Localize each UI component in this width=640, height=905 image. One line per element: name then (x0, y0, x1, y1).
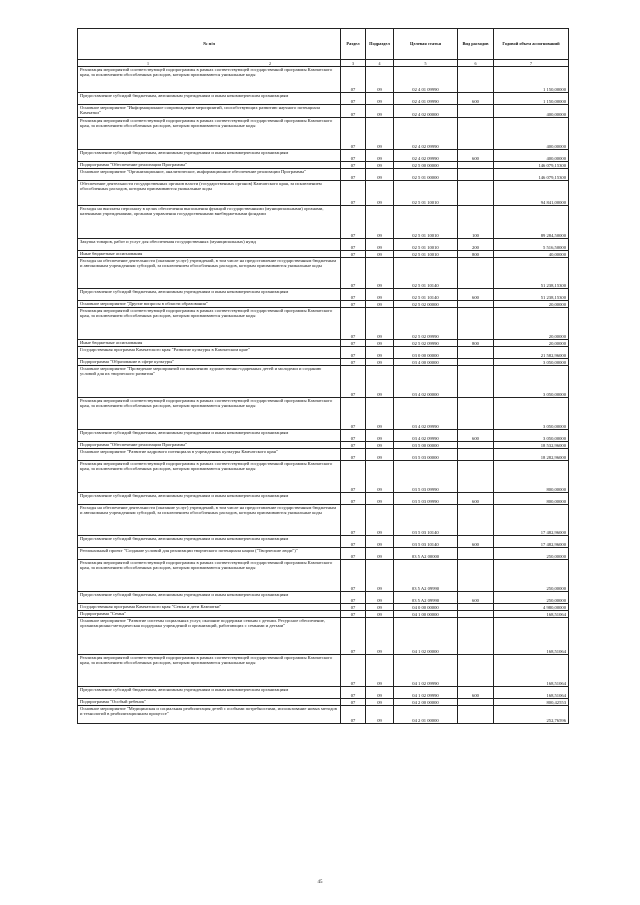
row-amount: 168,51064 (494, 618, 569, 655)
row-type (458, 706, 494, 724)
budget-page (77, 28, 568, 724)
table-row (78, 251, 569, 258)
row-target: 03 5 03 00000 (394, 449, 458, 461)
row-amount: 168,51064 (494, 687, 569, 699)
row-section: 07 (341, 206, 366, 239)
table-row (78, 105, 569, 118)
row-target: 03 4 02 09990 (394, 398, 458, 430)
row-name: Реализация мероприятий соответствующей подпрограммы в рамках соответствующей государственной программы Камчатского края, за исключением обособленных расходов, которым присваиваются уникальные коды (78, 398, 341, 430)
row-subsection: 09 (366, 505, 394, 536)
table-row (78, 687, 569, 699)
row-target: 04 1 00 00000 (394, 611, 458, 618)
row-name: Основное мероприятие "Проведение мероприятий по выявлению художественно-одаренных детей и молодежи и созданию условий для их творческого развития" (78, 366, 341, 398)
table-row (78, 706, 569, 724)
row-name: Подпрограмма "Образование в сфере культуры" (78, 359, 341, 366)
row-type (458, 347, 494, 359)
row-type (458, 699, 494, 706)
row-amount: 20,00000 (494, 301, 569, 308)
table-row (78, 169, 569, 181)
row-section: 07 (341, 655, 366, 687)
row-amount: 51 238,15300 (494, 289, 569, 301)
row-subsection: 09 (366, 258, 394, 289)
row-name: Предоставление субсидий бюджетным, автономным учреждениям и иным некоммерческим организациям (78, 430, 341, 442)
row-amount: 18 532,96000 (494, 442, 569, 449)
row-type (458, 105, 494, 118)
col-header-target: Целевая статья (394, 29, 458, 60)
row-subsection: 09 (366, 461, 394, 493)
table-row (78, 505, 569, 536)
row-amount: 250,00000 (494, 560, 569, 592)
row-type: 600 (458, 536, 494, 548)
row-name: Предоставление субсидий бюджетным, автономным учреждениям и иным некоммерческим организациям (78, 687, 341, 699)
row-amount: 51 238,15300 (494, 258, 569, 289)
row-type (458, 560, 494, 592)
row-target: 04 1 02 09990 (394, 655, 458, 687)
row-type (458, 505, 494, 536)
row-subsection: 09 (366, 449, 394, 461)
row-subsection: 09 (366, 301, 394, 308)
row-section: 07 (341, 340, 366, 347)
column-number-6: 6 (458, 60, 494, 67)
table-row (78, 604, 569, 611)
row-section: 07 (341, 592, 366, 604)
row-type: 600 (458, 687, 494, 699)
table-row (78, 398, 569, 430)
budget-table (77, 28, 569, 724)
table-row (78, 258, 569, 289)
table-row (78, 93, 569, 105)
table-row (78, 560, 569, 592)
table-row (78, 536, 569, 548)
row-type: 600 (458, 430, 494, 442)
row-type: 600 (458, 93, 494, 105)
row-subsection: 09 (366, 611, 394, 618)
row-amount: 400,00000 (494, 105, 569, 118)
row-type: 100 (458, 206, 494, 239)
table-row (78, 181, 569, 206)
header-row (78, 29, 569, 60)
row-section: 07 (341, 706, 366, 724)
row-amount: 250,00000 (494, 592, 569, 604)
row-section: 07 (341, 67, 366, 93)
table-row (78, 67, 569, 93)
row-subsection: 09 (366, 398, 394, 430)
row-amount: 1 150,00000 (494, 93, 569, 105)
row-amount: 3 050,00000 (494, 430, 569, 442)
row-name: Предоставление субсидий бюджетным, автономным учреждениям и иным некоммерческим организациям (78, 536, 341, 548)
table-row (78, 449, 569, 461)
row-subsection: 09 (366, 592, 394, 604)
table-body (78, 67, 569, 724)
row-section: 07 (341, 162, 366, 169)
row-name: Предоставление субсидий бюджетным, автономным учреждениям и иным некоммерческим организациям (78, 150, 341, 162)
row-type (458, 449, 494, 461)
table-row (78, 366, 569, 398)
table-row (78, 206, 569, 239)
row-name: Подпрограмма "Обеспечение реализации Программы" (78, 162, 341, 169)
row-name: Основное мероприятие "Развитие кадрового потенциала в учреждениях культуры Камчатского края" (78, 449, 341, 461)
row-type (458, 618, 494, 655)
row-name: Региональный проект "Создание условий для реализации творческого потенциала нации ("Творческие люди")" (78, 548, 341, 560)
row-section: 07 (341, 169, 366, 181)
row-amount: 21 582,96000 (494, 347, 569, 359)
table-row (78, 301, 569, 308)
row-name: Расходы на обеспечение деятельности (оказание услуг) учреждений, в том числе на предоставление государственным бюджетным и автономным учреждениям субсидий, за исключением обособленных расходов, которым присваиваются уникальные коды (78, 505, 341, 536)
row-target: 02 5 00 00000 (394, 162, 458, 169)
row-subsection: 09 (366, 239, 394, 251)
table-row (78, 430, 569, 442)
row-name: Расходы на обеспечение деятельности (оказание услуг) учреждений, в том числе на предоставление государственным бюджетным и автономным учреждениям субсидий, за исключением обособленных расходов, которым присваиваются уникальные коды (78, 258, 341, 289)
row-type (458, 181, 494, 206)
row-name: Основное мероприятие "Медицинская и социальная реабилитация детей с особыми потребностями, использование новых методов и технологий в реабилитационном процессе" (78, 706, 341, 724)
col-header-type: Вид расходов (458, 29, 494, 60)
row-section: 07 (341, 442, 366, 449)
row-amount: 146 079,15300 (494, 169, 569, 181)
table-row (78, 618, 569, 655)
row-amount: 250,00000 (494, 548, 569, 560)
col-header-section: Раздел (341, 29, 366, 60)
table-row (78, 162, 569, 169)
row-amount: 168,51064 (494, 655, 569, 687)
column-number-7: 7 (494, 60, 569, 67)
row-subsection: 09 (366, 162, 394, 169)
row-type: 600 (458, 289, 494, 301)
row-subsection: 09 (366, 536, 394, 548)
row-section: 07 (341, 93, 366, 105)
row-target: 02 4 01 09990 (394, 93, 458, 105)
row-amount: 252,76596 (494, 706, 569, 724)
row-name: Предоставление субсидий бюджетным, автономным учреждениям и иным некоммерческим организациям (78, 493, 341, 505)
row-name: Реализация мероприятий соответствующей подпрограммы в рамках соответствующей государственной программы Камчатского края, за исключением обособленных расходов, которым присваиваются уникальные коды (78, 560, 341, 592)
row-name: Основное мероприятие "Организационное, аналитическое, информационное обеспечение реализации Программы" (78, 169, 341, 181)
row-name: Реализация мероприятий соответствующей подпрограммы в рамках соответствующей государственной программы Камчатского края, за исключением обособленных расходов, которым присваиваются уникальные коды (78, 308, 341, 340)
row-subsection: 09 (366, 251, 394, 258)
row-section: 07 (341, 611, 366, 618)
row-type (458, 67, 494, 93)
row-name: Государственная программа Камчатского края "Семья и дети Камчатки" (78, 604, 341, 611)
row-name: Основное мероприятие "Развитие системы социальных услуг, оказание поддержки семьям с детьми. Ресурсное обеспечение, организационно-методическая поддержка учреждений и организаций, работающих с семьями и детьми" (78, 618, 341, 655)
row-section: 07 (341, 618, 366, 655)
row-type (458, 461, 494, 493)
table-row (78, 340, 569, 347)
row-target: 04 0 00 00000 (394, 604, 458, 611)
column-number-4: 4 (366, 60, 394, 67)
row-type (458, 398, 494, 430)
row-target: 03 0 00 00000 (394, 347, 458, 359)
row-target: 04 2 01 00000 (394, 706, 458, 724)
row-subsection: 09 (366, 706, 394, 724)
row-type (458, 258, 494, 289)
row-name: Подпрограмма "Особый ребенок" (78, 699, 341, 706)
row-amount: 3 050,00000 (494, 359, 569, 366)
row-type: 600 (458, 150, 494, 162)
row-target: 03 5 03 09990 (394, 461, 458, 493)
row-subsection: 09 (366, 604, 394, 611)
row-target: 02 5 01 00000 (394, 169, 458, 181)
row-subsection: 09 (366, 687, 394, 699)
row-subsection: 09 (366, 430, 394, 442)
row-amount: 5 516,50000 (494, 239, 569, 251)
row-amount: 40,00000 (494, 251, 569, 258)
row-amount: 18 282,96000 (494, 449, 569, 461)
row-section: 07 (341, 604, 366, 611)
row-subsection: 09 (366, 206, 394, 239)
row-section: 07 (341, 359, 366, 366)
row-section: 07 (341, 239, 366, 251)
row-name: Реализация мероприятий соответствующей подпрограммы в рамках соответствующей государственной программы Камчатского края, за исключением обособленных расходов, которым присваиваются уникальные коды (78, 461, 341, 493)
row-amount: 17 482,96000 (494, 536, 569, 548)
row-section: 07 (341, 251, 366, 258)
row-section: 07 (341, 699, 366, 706)
row-subsection: 09 (366, 181, 394, 206)
row-name: Закупка товаров, работ и услуг для обеспечения государственных (муниципальных) нужд (78, 239, 341, 251)
row-amount: 400,00000 (494, 150, 569, 162)
row-subsection: 09 (366, 105, 394, 118)
column-number-1a: 1 (147, 60, 149, 66)
row-target: 02 4 02 09990 (394, 118, 458, 150)
row-target: 03 5 A2 09990 (394, 592, 458, 604)
row-target: 02 4 02 00000 (394, 105, 458, 118)
column-number-3: 3 (341, 60, 366, 67)
row-target: 02 5 01 10010 (394, 181, 458, 206)
row-subsection: 09 (366, 442, 394, 449)
row-amount: 800,42553 (494, 699, 569, 706)
row-type (458, 301, 494, 308)
row-type (458, 655, 494, 687)
row-amount: 168,51064 (494, 611, 569, 618)
row-target: 02 5 02 09990 (394, 308, 458, 340)
row-subsection: 09 (366, 359, 394, 366)
row-name: Реализация мероприятий соответствующей подпрограммы в рамках соответствующей государственной программы Камчатского края, за исключением обособленных расходов, которым присваиваются уникальные коды (78, 67, 341, 93)
row-type (458, 169, 494, 181)
row-section: 07 (341, 449, 366, 461)
row-target: 02 5 02 00000 (394, 301, 458, 308)
row-section: 07 (341, 548, 366, 560)
row-target: 03 5 A2 00000 (394, 548, 458, 560)
row-type (458, 359, 494, 366)
row-target: 02 5 01 10140 (394, 289, 458, 301)
row-amount: 400,00000 (494, 118, 569, 150)
row-type (458, 611, 494, 618)
row-name: Предоставление субсидий бюджетным, автономным учреждениям и иным некоммерческим организациям (78, 592, 341, 604)
row-amount: 3 050,00000 (494, 366, 569, 398)
row-section: 07 (341, 430, 366, 442)
row-amount: 17 482,96000 (494, 505, 569, 536)
row-name: Иные бюджетные ассигнования (78, 251, 341, 258)
row-target: 03 4 02 00000 (394, 366, 458, 398)
table-row (78, 239, 569, 251)
row-name: Государственная программа Камчатского края "Развитие культуры в Камчатском крае" (78, 347, 341, 359)
row-subsection: 09 (366, 655, 394, 687)
row-subsection: 09 (366, 308, 394, 340)
row-type: 600 (458, 493, 494, 505)
row-section: 07 (341, 301, 366, 308)
row-target: 02 4 01 09990 (394, 67, 458, 93)
row-target: 03 5 03 09990 (394, 493, 458, 505)
row-section: 07 (341, 687, 366, 699)
row-subsection: 09 (366, 150, 394, 162)
row-target: 04 1 02 00000 (394, 618, 458, 655)
table-row (78, 461, 569, 493)
row-name: Подпрограмма "Обеспечение реализации Программы" (78, 442, 341, 449)
row-section: 07 (341, 461, 366, 493)
row-section: 07 (341, 258, 366, 289)
table-row (78, 493, 569, 505)
row-type (458, 548, 494, 560)
row-section: 07 (341, 289, 366, 301)
row-section: 07 (341, 560, 366, 592)
row-target: 03 4 02 09990 (394, 430, 458, 442)
row-subsection: 09 (366, 340, 394, 347)
row-target: 02 5 02 09990 (394, 340, 458, 347)
row-amount: 4 980,00000 (494, 604, 569, 611)
row-amount: 89 284,50000 (494, 206, 569, 239)
table-row (78, 150, 569, 162)
table-row (78, 118, 569, 150)
table-row (78, 548, 569, 560)
row-name: Иные бюджетные ассигнования (78, 340, 341, 347)
row-subsection: 09 (366, 169, 394, 181)
row-target: 02 5 01 10010 (394, 206, 458, 239)
table-row (78, 592, 569, 604)
row-name: Расходы на выплаты персоналу в целях обеспечения выполнения функций государственными (муниципальными) органами, казенными учреждениями, органами управления государственными внебюджетными фондами (78, 206, 341, 239)
column-number-2: 2 (269, 60, 271, 66)
col-header-amount: Годовой объем ассигнований (494, 29, 569, 60)
row-target: 02 5 01 10010 (394, 251, 458, 258)
row-subsection: 09 (366, 493, 394, 505)
row-target: 02 5 01 10140 (394, 258, 458, 289)
row-subsection: 09 (366, 560, 394, 592)
column-number-5: 5 (394, 60, 458, 67)
table-row (78, 347, 569, 359)
row-amount: 800,00000 (494, 461, 569, 493)
row-subsection: 09 (366, 699, 394, 706)
row-target: 04 2 00 00000 (394, 699, 458, 706)
row-name: Реализация мероприятий соответствующей подпрограммы в рамках соответствующей государственной программы Камчатского края, за исключением обособленных расходов, которым присваиваются уникальные коды (78, 655, 341, 687)
table-row (78, 442, 569, 449)
row-amount: 800,00000 (494, 493, 569, 505)
row-target: 02 5 01 10010 (394, 239, 458, 251)
col-header-subsection: Подраздел (366, 29, 394, 60)
row-type (458, 118, 494, 150)
row-amount: 94 841,00000 (494, 181, 569, 206)
table-row (78, 359, 569, 366)
row-amount: 146 079,15300 (494, 162, 569, 169)
row-target: 02 4 02 09990 (394, 150, 458, 162)
row-name: Предоставление субсидий бюджетным, автономным учреждениям и иным некоммерческим организациям (78, 93, 341, 105)
row-target: 03 5 00 00000 (394, 442, 458, 449)
row-amount: 1 150,00000 (494, 67, 569, 93)
row-name: Основное мероприятие "Информационное сопровождение мероприятий, способствующих развитию научного потенциала Камчатки" (78, 105, 341, 118)
page-number: 45 (317, 880, 323, 885)
row-section: 07 (341, 150, 366, 162)
row-name: Подпрограмма "Семья" (78, 611, 341, 618)
row-subsection: 09 (366, 618, 394, 655)
row-section: 07 (341, 181, 366, 206)
row-section: 07 (341, 308, 366, 340)
row-target: 03 5 03 10140 (394, 505, 458, 536)
row-name: Основное мероприятие "Другие вопросы в области образования" (78, 301, 341, 308)
row-type (458, 162, 494, 169)
table-row (78, 655, 569, 687)
row-type (458, 366, 494, 398)
row-subsection: 09 (366, 366, 394, 398)
row-type (458, 442, 494, 449)
row-section: 07 (341, 505, 366, 536)
row-type (458, 604, 494, 611)
row-target: 04 1 02 09990 (394, 687, 458, 699)
row-section: 07 (341, 366, 366, 398)
row-subsection: 09 (366, 289, 394, 301)
column-number-row (78, 60, 569, 67)
row-subsection: 09 (366, 347, 394, 359)
row-section: 07 (341, 105, 366, 118)
row-subsection: 09 (366, 118, 394, 150)
row-target: 03 5 A2 09990 (394, 560, 458, 592)
row-type (458, 308, 494, 340)
row-target: 03 5 03 10140 (394, 536, 458, 548)
row-subsection: 09 (366, 93, 394, 105)
row-amount: 3 050,00000 (494, 398, 569, 430)
column-number-1 (78, 60, 341, 67)
row-name: Обеспечение деятельности государственных органов власти (государственных органов) Камчатского края, за исключением обособленных расходов, которым присваиваются уникальные коды (78, 181, 341, 206)
row-section: 07 (341, 347, 366, 359)
row-type: 600 (458, 592, 494, 604)
row-amount: 20,00000 (494, 308, 569, 340)
row-section: 07 (341, 398, 366, 430)
row-subsection: 09 (366, 548, 394, 560)
table-row (78, 289, 569, 301)
row-amount: 20,00000 (494, 340, 569, 347)
row-type: 800 (458, 251, 494, 258)
row-name: Реализация мероприятий соответствующей подпрограммы в рамках соответствующей государственной программы Камчатского края, за исключением обособленных расходов, которым присваиваются уникальные коды (78, 118, 341, 150)
row-subsection: 09 (366, 67, 394, 93)
col-header-name: № п/п (78, 29, 341, 60)
row-section: 07 (341, 118, 366, 150)
row-name: Предоставление субсидий бюджетным, автономным учреждениям и иным некоммерческим организациям (78, 289, 341, 301)
row-section: 07 (341, 536, 366, 548)
table-row (78, 611, 569, 618)
row-section: 07 (341, 493, 366, 505)
row-type: 200 (458, 239, 494, 251)
table-row (78, 308, 569, 340)
row-type: 800 (458, 340, 494, 347)
row-target: 03 4 00 00000 (394, 359, 458, 366)
table-row (78, 699, 569, 706)
